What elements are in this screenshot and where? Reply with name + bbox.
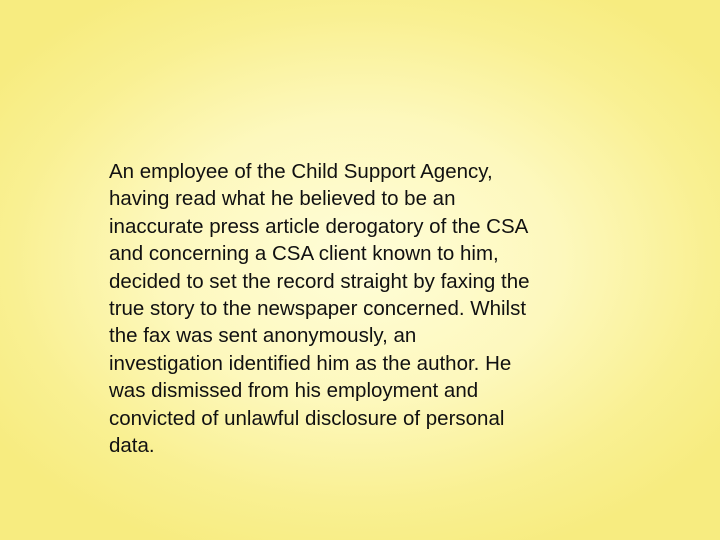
slide-body-text: An employee of the Child Support Agency, having read what he believed to be an inaccurate press article derogatory of the CSA and concerning a CSA client known to him, decided to set the record straight by faxing the true story to the newspaper concerned. Whilst the fax was sent anonymously, an investigation identified him as the author. He was dismissed from his employment and convicted of unlawful disclosure of personal data.	[109, 160, 530, 458]
